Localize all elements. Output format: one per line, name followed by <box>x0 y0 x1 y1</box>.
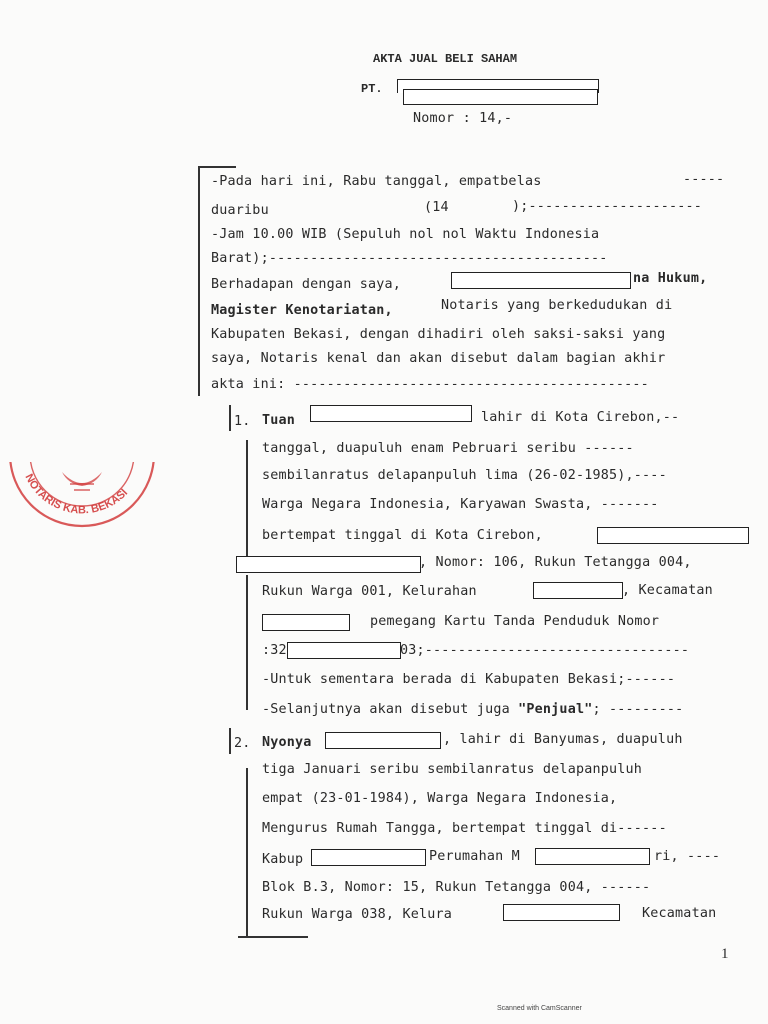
text-line: Mengurus Rumah Tangga, bertempat tinggal di------ <box>262 821 667 836</box>
text-line: Perumahan M <box>429 849 520 864</box>
redaction-box <box>535 848 650 865</box>
text-segment: -Selanjutnya akan disebut juga <box>262 702 519 717</box>
redaction-box <box>236 556 421 573</box>
redaction-box <box>451 272 631 289</box>
margin-bracket <box>246 575 248 710</box>
text-line: sembilanratus delapanpuluh lima (26-02-1985),---- <box>262 468 667 483</box>
svg-text:NOTARIS KAB. BEKASI <box>22 472 130 516</box>
text-line: Blok B.3, Nomor: 15, Rukun Tetangga 004, ------ <box>262 880 651 895</box>
text-line: , Kecamatan <box>622 583 713 598</box>
pt-label: PT. <box>361 82 383 96</box>
text-line: ----- <box>683 172 725 187</box>
text-line: na Hukum, <box>633 271 708 286</box>
redaction-box <box>325 732 441 749</box>
text-line: Barat);----------------------------------------- <box>211 251 608 266</box>
redaction-box <box>262 614 350 631</box>
notary-stamp <box>0 462 160 537</box>
text-line: Kabupaten Bekasi, dengan dihadiri oleh saksi-saksi yang <box>211 327 666 342</box>
text-line: Kecamatan <box>642 906 717 921</box>
text-line: tiga Januari seribu sembilanratus delapanpuluh <box>262 762 643 777</box>
scanner-watermark: Scanned with CamScanner <box>497 1005 582 1012</box>
text-line: empat (23-01-1984), Warga Negara Indonesia, <box>262 791 618 806</box>
text-line: , lahir di Banyumas, duapuluh <box>443 732 683 747</box>
text-line: -Jam 10.00 WIB (Sepuluh nol nol Waktu Indonesia <box>211 227 600 242</box>
redaction-box <box>311 849 426 866</box>
page-number: 1 <box>721 946 729 962</box>
list-number: 2. <box>234 736 251 751</box>
text-segment: ; --------- <box>592 702 684 717</box>
text-line: duaribu <box>211 203 269 218</box>
margin-bracket <box>229 728 231 754</box>
margin-bracket <box>198 166 200 396</box>
text-line <box>262 702 683 717</box>
margin-bracket <box>198 166 236 168</box>
redaction-box <box>310 405 472 422</box>
redaction-box <box>403 89 598 105</box>
margin-bracket <box>246 440 248 565</box>
text-line: pemegang Kartu Tanda Penduduk Nomor <box>370 614 660 629</box>
list-number: 1. <box>234 414 251 429</box>
text-line: lahir di Kota Cirebon,-- <box>481 410 680 425</box>
text-line: Berhadapan dengan saya, <box>211 277 402 292</box>
text-line: (14 <box>424 200 449 215</box>
text-line: Magister Kenotariatan, <box>211 303 393 318</box>
text-line: Kabup <box>262 852 304 867</box>
text-line: Rukun Warga 038, Kelura <box>262 907 453 922</box>
document-number: Nomor : 14,- <box>413 111 513 126</box>
text-line: 03;-------------------------------- <box>400 643 690 658</box>
text-line: ri, ---- <box>654 849 721 864</box>
text-line: -Untuk sementara berada di Kabupaten Bekasi;------ <box>262 672 676 687</box>
margin-bracket <box>246 768 248 936</box>
redaction-box <box>503 904 620 921</box>
text-line: saya, Notaris kenal dan akan disebut dalam bagian akhir <box>211 351 666 366</box>
text-line: bertempat tinggal di Kota Cirebon, <box>262 528 543 543</box>
text-line: Warga Negara Indonesia, Karyawan Swasta, ------- <box>262 497 659 512</box>
text-line: :32 <box>262 643 287 658</box>
stamp-graphic <box>0 462 160 537</box>
text-line: -Pada hari ini, Rabu tanggal, empatbelas <box>211 174 542 189</box>
redaction-box <box>287 642 401 659</box>
text-line: );--------------------- <box>512 199 703 214</box>
redaction-box <box>597 527 749 544</box>
penjual-term: "Penjual" <box>518 702 593 717</box>
margin-bracket <box>238 936 308 938</box>
party-title: Nyonya <box>262 735 312 750</box>
document-title: AKTA JUAL BELI SAHAM <box>373 52 518 66</box>
margin-bracket <box>229 405 231 431</box>
redaction-box <box>533 582 623 599</box>
text-line: Rukun Warga 001, Kelurahan <box>262 584 477 599</box>
party-title: Tuan <box>262 413 296 428</box>
text-line: tanggal, duapuluh enam Pebruari seribu ------ <box>262 441 634 456</box>
text-line: Notaris yang berkedudukan di <box>441 298 673 313</box>
stamp-text: NOTARIS KAB. BEKASI <box>22 472 131 517</box>
text-line: , Nomor: 106, Rukun Tetangga 004, <box>419 555 692 570</box>
text-line: akta ini: ------------------------------------------- <box>211 377 649 392</box>
